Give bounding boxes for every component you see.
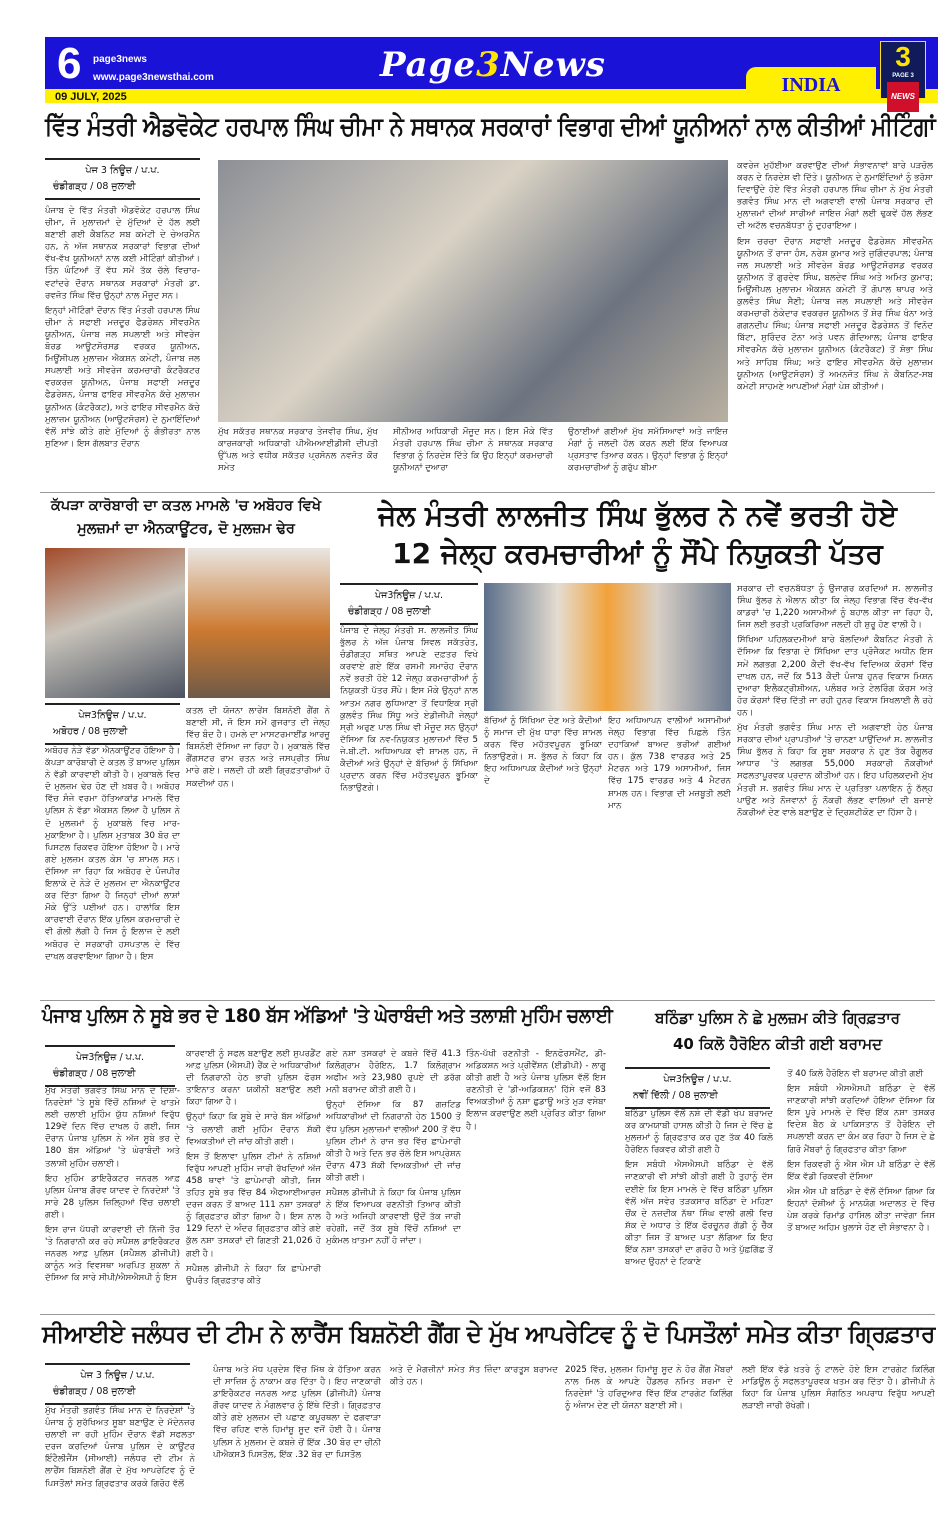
article-column: ਪੰਜਾਬ ਅਤੇ ਮੱਧ ਪ੍ਰਦੇਸ਼ ਵਿੱਚ ਮਿੱਥ ਕੇ ਹੱਤਿਆ ਕਰਨ ਦੀ ਸਾਜ਼ਿਸ਼ ਨੂੰ ਨਾਕਾਮ ਕਰ ਦਿੱਤਾ ਹੈ। ਇਹ ਜਾਣਕਾਰੀ ਡਾਇਰੈਕਟਰ ਜਨਰਲ ਆਫ਼ ਪੁਲਿਸ (ਡੀਜੀਪੀ) ਪੰਜਾਬ ਗੌਰਵ ਯਾਦਵ ਨੇ ਮੰਗਲਵਾਰ ਨੂੰ ਇੱਥੇ ਦਿੱਤੀ। ਗ੍ਰਿਫ਼ਤਾਰ ਕੀਤੇ ਗਏ ਮੁਲਜ਼ਮ ਦੀ ਪਛਾਣ ਕਪੂਰਥਲਾ ਦੇ ਫਗਵਾੜਾ ਵਿੱਚ ਰਹਿਣ ਵਾਲੇ ਹਿਮਾਂਸ਼ੂ ਸੂਦ ਵਜੋਂ ਹੋਈ ਹੈ। ਪੰਜਾਬ ਪੁਲਿਸ ਨੇ ਮੁਲਜ਼ਮ ਦੇ ਕਬਜ਼ੇ ਚੋਂ ਇੱਕ .30 ਬੋਰ ਦਾ ਚੀਨੀ ਪੀਐਕਸ3 ਪਿਸਤੌਲ, ਇੱਕ .32 ਬੋਰ ਦਾ ਪਿਸਤੌਲ [213, 1365, 381, 1460]
cctv-photo [45, 548, 185, 698]
byline: ਪੇਜ 3 ਨਿਊਜ਼ / ਪ.ਪ. ਚੰਡੀਗੜ੍ਹ / 08 ਜੁਲਾਈ [45, 158, 200, 200]
article-column: ਪੰਜਾਬ ਦੇ ਜੇਲ੍ਹ ਮੰਤਰੀ ਸ. ਲਾਲਜੀਤ ਸਿੰਘ ਭੁੱਲਰ ਨੇ ਅੱਜ ਪੰਜਾਬ ਸਿਵਲ ਸਕੱਤਰੇਤ, ਚੰਡੀਗੜ੍ਹ ਸਥਿਤ ਆਪਣੇ ਦਫ਼ਤਰ ਵਿਖੇ ਕਰਵਾਏ ਗਏ ਇੱਕ ਰਸਮੀ ਸਮਾਰੋਹ ਦੌਰਾਨ ਨਵੇਂ ਭਰਤੀ ਹੋਏ 12 ਜੇਲ੍ਹ ਕਰਮਚਾਰੀਆਂ ਨੂੰ ਨਿਯੁਕਤੀ ਪੱਤਰ ਸੌਂਪੇ। ਇਸ ਮੌਕੇ ਉਨ੍ਹਾਂ ਨਾਲ ਆਤਮ ਨਗਰ ਲੁਧਿਆਣਾ ਤੋਂ ਵਿਧਾਇਕ ਸ੍ਰੀ ਕੁਲਵੰਤ ਸਿੰਘ ਸਿੱਧੂ ਅਤੇ ਏਡੀਜੀਪੀ ਜੇਲ੍ਹਾਂ ਸ੍ਰੀ ਅਰੁਣ ਪਾਲ ਸਿੰਘ ਵੀ ਮੌਜੂਦ ਸਨ ਉਨ੍ਹਾਂ ਦੱਸਿਆ ਕਿ ਨਵ-ਨਿਯੁਕਤ ਮੁਲਾਜ਼ਮਾਂ ਵਿੱਚ 5 ਜੇ.ਬੀ.ਟੀ. ਅਧਿਆਪਕ ਵੀ ਸ਼ਾਮਲ ਹਨ, ਜੋ ਕੈਦੀਆਂ ਅਤੇ ਉਨ੍ਹਾਂ ਦੇ ਬੱਚਿਆਂ ਨੂੰ ਸਿੱਖਿਆ ਪ੍ਰਦਾਨ ਕਰਨ ਵਿੱਚ ਮਹੱਤਵਪੂਰਨ ਭੂਮਿਕਾ ਨਿਭਾਉਣਗੇ। [340, 626, 478, 794]
article-column: ਮੁੱਖ ਮੰਤਰੀ ਭਗਵੰਤ ਸਿੰਘ ਮਾਨ ਦੇ ਨਿਰਦੇਸ਼ਾਂ 'ਤੇ ਪੰਜਾਬ ਨੂੰ ਸੁਰੱਖਿਅਤ ਸੂਬਾ ਬਣਾਉਣ ਦੇ ਮੱਦੇਨਜ਼ਰ ਚਲਾਈ ਜਾ ਰਹੀ ਮੁਹਿੰਮ ਦੌਰਾਨ ਵੱਡੀ ਸਫਲਤਾ ਦਰਜ ਕਰਦਿਆਂ ਪੰਜਾਬ ਪੁਲਿਸ ਦੇ ਕਾਊਂਟਰ ਇੰਟੈਲੀਜੈਂਸ (ਸੀਆਈ) ਜਲੰਧਰ ਦੀ ਟੀਮ ਨੇ ਲਾਰੈਂਸ ਬਿਸ਼ਨੋਈ ਗੈਂਗ ਦੇ ਮੁੱਖ ਆਪਰੇਟਿਵ ਨੂੰ ਦੋ ਪਿਸਤੌਲਾਂ ਸਮੇਤ ਗ੍ਰਿਫਤਾਰ ਕਰਕੇ ਗਿਰੋਹ ਵੱਲੋਂ [45, 1406, 195, 1489]
masthead [45, 37, 938, 103]
headline-finance-minister: ਵਿੱਤ ਮੰਤਰੀ ਐਡਵੋਕੇਟ ਹਰਪਾਲ ਸਿੰਘ ਚੀਮਾ ਨੇ ਸਥਾਨਕ ਸਰਕਾਰਾਂ ਵਿਭਾਗ ਦੀਆਂ ਯੂਨੀਅਨਾਂ ਨਾਲ ਕੀਤੀਆਂ ਮੀਟਿੰਗਾਂ [45, 112, 936, 142]
article-column: ਉਠਾਈਆਂ ਗਈਆਂ ਮੁੱਖ ਸਮੱਸਿਆਵਾਂ ਅਤੇ ਜਾਇਜ਼ ਮੰਗਾਂ ਨੂੰ ਜਲਦੀ ਹੱਲ ਕਰਨ ਲਈ ਇੱਕ ਵਿਆਪਕ ਪ੍ਰਸਤਾਵ ਤਿਆਰ ਕਰਨ। ਉਨ੍ਹਾਂ ਵਿਭਾਗ ਨੂੰ ਇਨ੍ਹਾਂ ਕਰਮਚਾਰੀਆਂ ਨੂੰ ਗਰੁੱਪ ਬੀਮਾ [568, 427, 728, 474]
article-column: ਤੋਂ 40 ਕਿਲੋ ਹੈਰੋਇਨ ਵੀ ਬਰਾਮਦ ਕੀਤੀ ਗਈ ਇਸ ਸਬੰਧੀ ਐਸਐਸਪੀ ਬਠਿੰਡਾ ਦੇ ਵੱਲੋਂ ਜਾਣਕਾਰੀ ਸਾਂਝੀ ਕਰਦਿਆਂ ਹੋਇਆ ਦੱਸਿਆ ਕਿ ਇਸ ਪੂਰੇ ਮਾਮਲੇ ਦੇ ਵਿੱਚ ਇੱਕ ਨਸ਼ਾ ਤਸਕਰ ਵਿਦੇਸ਼ ਬੈਠ ਕੇ ਪਾਕਿਸਤਾਨ ਤੋਂ ਹੈਰੋਇਨ ਦੀ ਸਪਲਾਈ ਕਰਨ ਦਾ ਕੰਮ ਕਰ ਰਿਹਾ ਹੈ ਜਿਸ ਦੇ ਛੇ ਗਿਰੋ ਮੈਂਬਰਾਂ ਨੂੰ ਗ੍ਰਿਫਤਾਰ ਕੀਤਾ ਗਿਆ ਇਸ ਰਿਕਵਰੀ ਨੂੰ ਐਸ ਐਸ ਪੀ ਬਠਿੰਡਾ ਦੇ ਵੱਲੋਂ ਇੱਕ ਵੱਡੀ ਰਿਕਵਰੀ ਦੱਸਿਆ ਐਸ ਐਸ ਪੀ ਬਠਿੰਡਾ ਦੇ ਵੱਲੋਂ ਦੱਸਿਆ ਗਿਆ ਕਿ ਇਹਨਾਂ ਦੋਸ਼ੀਆਂ ਨੂੰ ਮਾਨਯੋਗ ਅਦਾਲਤ ਦੇ ਵਿੱਚ ਪੇਸ਼ ਕਰਕੇ ਰਿਮਾਂਡ ਹਾਸਿਲ ਕੀਤਾ ਜਾਵੇਗਾ ਜਿਸ ਤੋਂ ਬਾਅਦ ਅਹਿਮ ਖੁਲਾਸੇ ਹੋਣ ਦੀ ਸੰਭਾਵਨਾ ਹੈ। [787, 1069, 935, 1234]
article-column: 2025 ਵਿੱਚ, ਮੁਲਜ਼ਮ ਹਿਮਾਂਸ਼ੂ ਸੂਦ ਨੇ ਹੋਰ ਗੈਂਗ ਮੈਂਬਰਾਂ ਨਾਲ ਮਿਲ ਕੇ ਆਪਣੇ ਹੈਂਡਲਰ ਨਮਿਤ ਸ਼ਰਮਾ ਦੇ ਨਿਰਦੇਸ਼ਾਂ 'ਤੇ ਹਰਿਦੁਆਰ ਵਿੱਚ ਇੱਕ ਟਾਰਗੇਟ ਕਿਲਿੰਗ ਨੂੰ ਅੰਜਾਮ ਦੇਣ ਦੀ ਯੋਜਨਾ ਬਣਾਈ ਸੀ। [565, 1365, 733, 1412]
social-handle: page3news [93, 54, 147, 65]
article-column: ਕਾਰਵਾਈ ਨੂੰ ਸਫਲ ਬਣਾਉਣ ਲਈ ਸੁਪਰਡੈਂਟ ਆਫ਼ ਪੁਲਿਸ (ਐਸਪੀ) ਰੈਂਕ ਦੇ ਅਧਿਕਾਰੀਆਂ ਦੀ ਨਿਗਰਾਨੀ ਹੇਠ ਭਾਰੀ ਪੁਲਿਸ ਫੋਰਸ ਤਾਇਨਾਤ ਕਰਨਾ ਯਕੀਨੀ ਬਣਾਉਣ ਲਈ ਕਿਹਾ ਗਿਆ ਹੈ। ਉਨ੍ਹਾਂ ਕਿਹਾ ਕਿ ਸੂਬੇ ਦੇ ਸਾਰੇ ਬੱਸ ਅੱਡਿਆਂ 'ਤੇ ਚਲਾਈ ਗਈ ਮੁਹਿੰਮ ਦੌਰਾਨ ਸ਼ੱਕੀ ਵਿਅਕਤੀਆਂ ਦੀ ਜਾਂਚ ਕੀਤੀ ਗਈ। ਇਸ ਤੋਂ ਇਲਾਵਾ ਪੁਲਿਸ ਟੀਮਾਂ ਨੇ ਨਸ਼ਿਆਂ ਵਿਰੁੱਧ ਆਪਣੀ ਮੁਹਿੰਮ ਜਾਰੀ ਰੱਖਦਿਆਂ ਅੱਜ 458 ਥਾਵਾਂ 'ਤੇ ਛਾਪੇਮਾਰੀ ਕੀਤੀ, ਜਿਸ ਤਹਿਤ ਸੂਬੇ ਭਰ ਵਿੱਚ 84 ਐਫਆਈਆਰਜ਼ ਦਰਜ ਕਰਨ ਤੋਂ ਬਾਅਦ 111 ਨਸ਼ਾ ਤਸਕਰਾਂ ਨੂੰ ਗ੍ਰਿਫ਼ਤਾਰ ਕੀਤਾ ਗਿਆ ਹੈ। ਇਸ ਨਾਲ 129 ਦਿਨਾਂ ਦੇ ਅੰਦਰ ਗ੍ਰਿਫ਼ਤਾਰ ਕੀਤੇ ਗਏ ਕੁੱਲ ਨਸ਼ਾ ਤਸਕਰਾਂ ਦੀ ਗਿਣਤੀ 21,026 ਹੋ ਗਈ ਹੈ। ਸਪੈਸ਼ਲ ਡੀਜੀਪੀ ਨੇ ਕਿਹਾ ਕਿ ਛਾਪੇਮਾਰੀ ਉਪਰੰਤ ਗ੍ਰਿਫ਼ਤਾਰ ਕੀਤੇ [186, 1049, 321, 1286]
byline: ਪੇਜ3ਨਿਊਜ਼ / ਪ.ਪ. ਚੰਡੀਗੜ੍ਹ / 08 ਜੁਲਾਈ [340, 583, 478, 625]
article-column: ਪੰਜਾਬ ਦੇ ਵਿੱਤ ਮੰਤਰੀ ਐਡਵੋਕੇਟ ਹਰਪਾਲ ਸਿੰਘ ਚੀਮਾ, ਜੋ ਮੁਲਾਜ਼ਮਾਂ ਦੇ ਮੁੱਦਿਆਂ ਦੇ ਹੱਲ ਲਈ ਬਣਾਈ ਗਈ ਕੈਬਨਿਟ ਸਬ ਕਮੇਟੀ ਦੇ ਚੇਅਰਮੈਨ ਹਨ, ਨੇ ਅੱਜ ਸਥਾਨਕ ਸਰਕਾਰਾਂ ਵਿਭਾਗ ਦੀਆਂ ਵੱਖ-ਵੱਖ ਯੂਨੀਅਨਾਂ ਨਾਲ ਕਈ ਮੀਟਿੰਗਾਂ ਕੀਤੀਆਂ। ਤਿੰਨ ਘੰਟਿਆਂ ਤੋਂ ਵੱਧ ਸਮੇਂ ਤੱਕ ਚੱਲੇ ਵਿਚਾਰ-ਵਟਾਂਦਰੇ ਦੌਰਾਨ ਸਥਾਨਕ ਸਰਕਾਰਾਂ ਮੰਤਰੀ ਡਾ. ਰਵਜੋਤ ਸਿੰਘ ਵਿੱਚ ਉਨ੍ਹਾਂ ਨਾਲ ਮੌਜੂਦ ਸਨ। ਇਨ੍ਹਾਂ ਮੀਟਿੰਗਾਂ ਦੌਰਾਨ ਵਿੱਤ ਮੰਤਰੀ ਹਰਪਾਲ ਸਿੰਘ ਚੀਮਾ ਨੇ ਸਫਾਈ ਮਜ਼ਦੂਰ ਫੈਡਰੇਸ਼ਨ ਸੀਵਰਮੈਨ ਯੂਨੀਅਨ, ਪੰਜਾਬ ਜਲ ਸਪਲਾਈ ਅਤੇ ਸੀਵਰੇਜ ਬੋਰਡ ਆਊਟਸੋਰਸਡ ਵਰਕਰ ਯੂਨੀਅਨ, ਮਿਊਂਸੀਪਲ ਮੁਲਾਜ਼ਮ ਐਕਸ਼ਨ ਕਮੇਟੀ, ਪੰਜਾਬ ਜਲ ਸਪਲਾਈ ਅਤੇ ਸੀਵਰੇਜ ਕਰਮਚਾਰੀ ਕੰਟਰੈਕਟਰ ਵਰਕਰਜ਼ ਯੂਨੀਅਨ, ਪੰਜਾਬ ਸਫਾਈ ਮਜ਼ਦੂਰ ਫੈਡਰੇਸ਼ਨ, ਪੰਜਾਬ ਫਾਇਰ ਸੀਵਰਮੈਨ ਕੱਚੇ ਮੁਲਾਜ਼ਮ ਯੂਨੀਅਨ (ਕੰਟਰੈਕਟ), ਅਤੇ ਫਾਇਰ ਸੀਵਰਮੈਨ ਕੱਚੇ ਮੁਲਾਜ਼ਮ ਯੂਨੀਅਨ (ਆਊਟਸੋਰਸ) ਦੇ ਨੁਮਾਇੰਦਿਆਂ ਵੱਲੋਂ ਸਾਂਝੇ ਕੀਤੇ ਗਏ ਮੁੱਦਿਆਂ ਨੂੰ ਗੰਭੀਰਤਾ ਨਾਲ ਸੁਣਿਆ। ਇਸ ਗੱਲਬਾਤ ਦੌਰਾਨ [45, 206, 200, 449]
byline: ਪੇਜ 3 ਨਿਊਜ਼ / ਪ.ਪ. ਚੰਡੀਗੜ੍ਹ / 08 ਜੁਲਾਈ [45, 1363, 190, 1405]
accused-photo [188, 548, 330, 698]
photo-caption: ਮੁੱਖ ਸਕੱਤਰ ਸਥਾਨਕ ਸਰਕਾਰ ਤੇਜਵੀਰ ਸਿੰਘ, ਮੁੱਖ ਕਾਰਜਕਾਰੀ ਅਧਿਕਾਰੀ ਪੀਐਮਆਈਡੀਸੀ ਦੀਪਤੀ ਉੱਪਲ ਅਤੇ ਵਧੀਕ ਸਕੱਤਰ ਪ੍ਰਸੋਨਲ ਨਵਜੋਤ ਕੌਰ ਸਮੇਤ [218, 427, 378, 474]
divider [40, 1314, 935, 1315]
article-column: ਗਏ ਨਸ਼ਾ ਤਸਕਰਾਂ ਦੇ ਕਬਜ਼ੇ ਵਿੱਚੋਂ 41.3 ਕਿਲੋਗ੍ਰਾਮ ਹੈਰੋਇਨ, 1.7 ਕਿਲੋਗ੍ਰਾਮ ਅਫੀਮ ਅਤੇ 23,980 ਰੁਪਏ ਦੀ ਡਰੱਗ ਮਨੀ ਬਰਾਮਦ ਕੀਤੀ ਗਈ ਹੈ। ਉਨ੍ਹਾਂ ਦੱਸਿਆ ਕਿ 87 ਗਜ਼ਟਿਡ ਅਧਿਕਾਰੀਆਂ ਦੀ ਨਿਗਰਾਨੀ ਹੇਠ 1500 ਤੋਂ ਵੱਧ ਪੁਲਿਸ ਮੁਲਾਜ਼ਮਾਂ ਵਾਲੀਆਂ 200 ਤੋਂ ਵੱਧ ਪੁਲਿਸ ਟੀਮਾਂ ਨੇ ਰਾਜ ਭਰ ਵਿੱਚ ਛਾਪੇਮਾਰੀ ਕੀਤੀ ਹੈ ਅਤੇ ਦਿਨ ਭਰ ਚੱਲੇ ਇਸ ਆਪ੍ਰੇਸ਼ਨ ਦੌਰਾਨ 473 ਸ਼ੱਕੀ ਵਿਅਕਤੀਆਂ ਦੀ ਜਾਂਚ ਕੀਤੀ ਗਈ। ਸਪੈਸ਼ਲ ਡੀਜੀਪੀ ਨੇ ਕਿਹਾ ਕਿ ਪੰਜਾਬ ਪੁਲਿਸ ਨੇ ਇੱਕ ਵਿਆਪਕ ਰਣਨੀਤੀ ਤਿਆਰ ਕੀਤੀ ਹੈ ਅਤੇ ਅਜਿਹੀ ਕਾਰਵਾਈ ਉਦੋਂ ਤੱਕ ਜਾਰੀ ਰਹੇਗੀ, ਜਦੋਂ ਤੱਕ ਸੂਬੇ ਵਿੱਚੋਂ ਨਸ਼ਿਆਂ ਦਾ ਮੁਕੰਮਲ ਖ਼ਾਤਮਾ ਨਹੀਂ ਹੋ ਜਾਂਦਾ। [326, 1049, 461, 1247]
newspaper-logo: Page3News [380, 45, 606, 85]
headline-bathinda-heroin: ਬਠਿੰਡਾ ਪੁਲਿਸ ਨੇ ਛੇ ਮੁਲਜ਼ਮ ਕੀਤੇ ਗ੍ਰਿਫ਼ਤਾਰ 40 ਕਿਲੋ ਹੈਰੋਇਨ ਕੀਤੀ ਗਈ ਬਰਾਮਦ [655, 1009, 900, 1053]
article-column: ਬੱਚਿਆਂ ਨੂੰ ਸਿੱਖਿਆ ਦੇਣ ਅਤੇ ਕੈਦੀਆਂ ਨੂੰ ਸਮਾਜ ਦੀ ਮੁੱਖ ਧਾਰਾ ਵਿੱਚ ਸ਼ਾਮਲ ਕਰਨ ਵਿੱਚ ਮਹੱਤਵਪੂਰਨ ਭੂਮਿਕਾ ਨਿਭਾਉਣਗੇ। ਸ. ਭੁੱਲਰ ਨੇ ਕਿਹਾ ਕਿ ਇਹ ਅਧਿਆਪਕ ਕੈਦੀਆਂ ਅਤੇ ਉਨ੍ਹਾਂ ਦੇ [484, 716, 602, 787]
page3-badge-logo: 3 PAGE 3 NEWS [880, 41, 926, 99]
headline-jail-minister: ਜੇਲ ਮੰਤਰੀ ਲਾਲਜੀਤ ਸਿੰਘ ਭੁੱਲਰ ਨੇ ਨਵੇਂ ਭਰਤੀ ਹੋਏ 12 ਜੇਲ੍ਹ ਕਰਮਚਾਰੀਆਂ ਨੂੰ ਸੌਂਪੇ ਨਿਯੁਕਤੀ ਪੱਤਰ [378, 499, 897, 570]
page-number: 6 [57, 39, 82, 88]
meeting-photo [218, 160, 728, 422]
headline-abohar-encounter: ਕੱਪੜਾ ਕਾਰੋਬਾਰੀ ਦਾ ਕਤਲ ਮਾਮਲੇ 'ਚ ਅਬੋਹਰ ਵਿਖੇ ਮੁਲਜ਼ਮਾਂ ਦਾ ਐਨਕਾਊਂਟਰ, ਦੋ ਮੁਲਜ਼ਮ ਢੇਰ [50, 498, 322, 537]
headline-cia-jalandhar: ਸੀਆਈਏ ਜਲੰਧਰ ਦੀ ਟੀਮ ਨੇ ਲਾਰੈਂਸ ਬਿਸ਼ਨੋਈ ਗੈਂਗ ਦੇ ਮੁੱਖ ਆਪਰੇਟਿਵ ਨੂੰ ਦੋ ਪਿਸਤੌਲਾਂ ਸਮੇਤ ਕੀਤਾ ਗ੍ਰਿਫ਼ਤਾਰ [42, 1320, 935, 1348]
article-column: ਅਬੋਹਰ ਨੇੜੇ ਵੱਡਾ ਐਨਕਾਊਂਟਰ ਹੋਇਆ ਹੈ। ਕੱਪੜਾ ਕਾਰੋਬਾਰੀ ਦੇ ਕਤਲ ਤੋਂ ਬਾਅਦ ਪੁਲਿਸ ਨੇ ਵੱਡੀ ਕਾਰਵਾਈ ਕੀਤੀ ਹੈ। ਮੁਕਾਬਲੇ ਵਿਚ ਦੋ ਮੁਲਜ਼ਮ ਢੇਰ ਹੋਣ ਦੀ ਖ਼ਬਰ ਹੈ। ਅਬੋਹਰ ਵਿੱਚ ਸੰਜੇ ਵਰਮਾ ਹੱਤਿਆਕਾਂਡ ਮਾਮਲੇ ਵਿੱਚ ਪੁਲਿਸ ਨੇ ਵੱਡਾ ਐਕਸ਼ਨ ਲਿਆ ਹੈ ਪੁਲਿਸ ਨੇ ਦੋ ਮੁਲਜ਼ਮਾਂ ਨੂੰ ਮੁਕਾਬਲੇ ਵਿਚ ਮਾਰ-ਮੁਕਾਇਆ ਹੈ। ਪੁਲਿਸ ਮੁਤਾਬਕ 30 ਬੋਰ ਦਾ ਪਿਸਟਲ ਰਿਕਵਰ ਹੋਇਆ ਹੋਇਆ ਹੈ। ਮਾਰੇ ਗਏ ਮੁਲਜ਼ਮ ਕਤਲ ਕੇਸ 'ਚ ਸ਼ਾਮਲ ਸਨ। ਦੱਸਿਆ ਜਾ ਰਿਹਾ ਕਿ ਅਬੋਹਰ ਦੇ ਪੰਜਪੀਰ ਇਲਾਕੇ ਦੇ ਨੇੜੇ ਦੋ ਮੁਲਜ਼ਮ ਦਾ ਐਨਕਾਊਂਟਰ ਕਰ ਦਿੱਤਾ ਗਿਆ ਹੈ ਜਿਨ੍ਹਾਂ ਦੀਆਂ ਲਾਸ਼ਾਂ ਮੌਕੇ ਉੱਤੇ ਪਈਆਂ ਹਨ। ਹਾਲਾਂਕਿ ਇਸ ਕਾਰਵਾਈ ਦੌਰਾਨ ਇੱਕ ਪੁਲਿਸ ਕਰਮਚਾਰੀ ਦੇ ਵੀ ਗੋਲੀ ਲੱਗੀ ਹੈ ਜਿਸ ਨੂੰ ਇਲਾਜ ਦੇ ਲਈ ਅਬੋਹਰ ਦੇ ਸਰਕਾਰੀ ਹਸਪਤਾਲ ਦੇ ਵਿੱਚ ਦਾਖਲ ਕਰਵਾਇਆ ਗਿਆ ਹੈ। ਇਸ [45, 746, 180, 962]
article-column: ਬਠਿੰਡਾ ਪੁਲਿਸ ਵੱਲੋਂ ਨਸ਼ੇ ਦੀ ਵੱਡੀ ਖੇਪ ਬਰਾਮਦ ਕਰ ਕਾਮਯਾਬੀ ਹਾਸਲ ਕੀਤੀ ਹੈ ਜਿਸ ਦੇ ਵਿੱਚ ਛੇ ਮੁਲਜ਼ਮਾਂ ਨੂੰ ਗ੍ਰਿਫਤਾਰ ਕਰ ਹੁਣ ਤੱਕ 40 ਕਿਲੋ ਹੈਰੋਇਨ ਰਿਕਵਰ ਕੀਤੀ ਗਈ ਹੈ ਇਸ ਸਬੰਧੀ ਐਸਐਸਪੀ ਬਠਿੰਡਾ ਦੇ ਵੱਲੋਂ ਜਾਣਕਾਰੀ ਵੀ ਸਾਂਝੀ ਕੀਤੀ ਗਈ ਹੈ ਤੁਹਾਨੂੰ ਦੱਸ ਦਈਏ ਕਿ ਇਸ ਮਾਮਲੇ ਦੇ ਵਿੱਚ ਬਠਿੰਡਾ ਪੁਲਿਸ ਵੱਲੋਂ ਅੱਜ ਸਵੇਰ ਤੜਕਸਾਰ ਬਠਿੰਡਾ ਦੇ ਮਹਿਣਾ ਚੌਂਕ ਦੇ ਨਜ਼ਦੀਕ ਨੱਥਾ ਸਿੰਘ ਵਾਲੀ ਗਲੀ ਵਿਚ ਸ਼ੱਕ ਦੇ ਅਧਾਰ ਤੇ ਇੱਕ ਫੋਰਚੂਨਰ ਗੱਡੀ ਨੂੰ ਚੈੱਕ ਕੀਤਾ ਜਿਸ ਤੋਂ ਬਾਅਦ ਪਤਾ ਲੱਗਿਆ ਕਿ ਇਹ ਇੱਕ ਨਸ਼ਾ ਤਸਕਰਾਂ ਦਾ ਗਰੋਹ ਹੈ ਅਤੇ ਪੁੱਛਗਿੱਛ ਤੋਂ ਬਾਅਦ ਉਹਨਾਂ ਦੇ ਟਿਕਾਣੇ [625, 1109, 773, 1268]
appointment-photo [484, 583, 731, 711]
article-column: ਕਵਰੇਜ ਮੁਹੱਈਆ ਕਰਵਾਉਣ ਦੀਆਂ ਸੰਭਾਵਨਾਵਾਂ ਬਾਰੇ ਪੜਚੋਲ ਕਰਨ ਦੇ ਨਿਰਦੇਸ਼ ਵੀ ਦਿੱਤੇ। ਯੂਨੀਅਨ ਦੇ ਨੁਮਾਇੰਦਿਆਂ ਨੂੰ ਭਰੋਸਾ ਦਿਵਾਉਂਦੇ ਹੋਏ ਵਿੱਤ ਮੰਤਰੀ ਹਰਪਾਲ ਸਿੰਘ ਚੀਮਾ ਨੇ ਮੁੱਖ ਮੰਤਰੀ ਭਗਵੰਤ ਸਿੰਘ ਮਾਨ ਦੀ ਅਗਵਾਈ ਵਾਲੀ ਪੰਜਾਬ ਸਰਕਾਰ ਦੀ ਮੁਲਾਜ਼ਮਾਂ ਦੀਆਂ ਸਾਰੀਆਂ ਜਾਇਜ਼ ਮੰਗਾਂ ਲਈ ਢੁਕਵੇਂ ਹੱਲ ਲੱਭਣ ਦੀ ਅਟੱਲ ਵਚਨਬੱਧਤਾ ਨੂੰ ਦੁਹਰਾਇਆ। ਇਸ ਚਰਚਾ ਦੌਰਾਨ ਸਫਾਈ ਮਜ਼ਦੂਰ ਫੈਡਰੇਸ਼ਨ ਸੀਵਰਮੈਨ ਯੂਨੀਅਨ ਤੋਂ ਰਾਜਾ ਹੰਸ, ਨਰੇਸ਼ ਕੁਮਾਰ ਅਤੇ ਜੁਗਿੰਦਰਪਾਲ; ਪੰਜਾਬ ਜਲ ਸਪਲਾਈ ਅਤੇ ਸੀਵਰੇਜ ਬੋਰਡ ਆਊਟਸੋਰਸਡ ਵਰਕਰ ਯੂਨੀਅਨ ਤੋਂ ਗੁਰਦੇਵ ਸਿੰਘ, ਬਲਦੇਵ ਸਿੰਘ ਅਤੇ ਅਮਿਤ ਕੁਮਾਰ; ਮਿਊਂਸੀਪਲ ਮੁਲਾਜ਼ਮ ਐਕਸ਼ਨ ਕਮੇਟੀ ਤੋਂ ਗੋਪਾਲ ਥਾਪਰ ਅਤੇ ਕੁਲਵੰਤ ਸਿੰਘ ਸੈਣੀ; ਪੰਜਾਬ ਜਲ ਸਪਲਾਈ ਅਤੇ ਸੀਵਰੇਜ ਕਰਮਚਾਰੀ ਠੇਕੇਦਾਰ ਵਰਕਰਜ਼ ਯੂਨੀਅਨ ਤੋਂ ਸ਼ੇਰ ਸਿੰਘ ਖੰਨਾ ਅਤੇ ਗਗਨਦੀਪ ਸਿੰਘ; ਪੰਜਾਬ ਸਫਾਈ ਮਜ਼ਦੂਰ ਫੈਡਰੇਸ਼ਨ ਤੋਂ ਵਿਨੋਦ ਬਿੱਟਾ, ਸੁਰਿੰਦਰ ਟੋਨਾ ਅਤੇ ਪਵਨ ਗੋਦਿਆਲ; ਪੰਜਾਬ ਫਾਇਰ ਸੀਵਰਮੈਨ ਕੱਚੇ ਮੁਲਾਜ਼ਮ ਯੂਨੀਅਨ (ਕੰਟਰੈਕਟ) ਤੋਂ ਸ਼ੋਭਾ ਸਿੰਘ ਅਤੇ ਸਾਹਿਬ ਸਿੰਘ; ਅਤੇ ਫਾਇਰ ਸੀਵਰਮੈਨ ਕੱਚੇ ਮੁਲਾਜ਼ਮ ਯੂਨੀਅਨ (ਆਊਟਸੋਰਸ) ਤੋਂ ਅਮਨਜੋਤ ਸਿੰਘ ਨੇ ਕੈਬਨਿਟ-ਸਬ ਕਮੇਟੀ ਸਾਹਮਣੇ ਆਪਣੀਆਂ ਮੰਗਾਂ ਪੇਸ਼ ਕੀਤੀਆਂ। [737, 161, 933, 392]
headline-bus-stand-search: ਪੰਜਾਬ ਪੁਲਿਸ ਨੇ ਸੂਬੇ ਭਰ ਦੇ 180 ਬੱਸ ਅੱਡਿਆਂ 'ਤੇ ਘੇਰਾਬੰਦੀ ਅਤੇ ਤਲਾਸ਼ੀ ਮੁਹਿੰਮ ਚਲਾਈ [42, 1005, 613, 1027]
article-column: ਅਤੇ ਦੋ ਮੈਗਜ਼ੀਨਾਂ ਸਮੇਤ ਸੱਤ ਜ਼ਿੰਦਾ ਕਾਰਤੂਸ ਬਰਾਮਦ ਕੀਤੇ ਹਨ। [390, 1365, 558, 1388]
article-column: ਇਹ ਅਧਿਆਪਨ ਵਾਲੀਆਂ ਅਸਾਮੀਆਂ ਜੇਲ੍ਹ ਵਿਭਾਗ ਵਿੱਚ ਪਿਛਲੇ ਤਿੰਨ ਦਹਾਕਿਆਂ ਬਾਅਦ ਭਰੀਆਂ ਗਈਆਂ ਹਨ। ਕੁੱਲ 738 ਵਾਰਡਰ ਅਤੇ 25 ਮੈਟਰਨ ਅਤੇ 179 ਅਸਾਮੀਆਂ, ਜਿਸ ਵਿੱਚ 175 ਵਾਰਡਰ ਅਤੇ 4 ਮੈਟਰਨ ਸ਼ਾਮਲ ਹਨ। ਵਿਭਾਗ ਦੀ ਮਜ਼ਬੂਤੀ ਲਈ ਮਾਨ [608, 716, 731, 811]
article-column: ਮੁੱਖ ਮੰਤਰੀ ਭਗਵੰਤ ਸਿੰਘ ਮਾਨ ਦੇ ਦਿਸ਼ਾ-ਨਿਰਦੇਸ਼ਾਂ 'ਤੇ ਸੂਬੇ ਵਿੱਚੋਂ ਨਸ਼ਿਆਂ ਦੇ ਖਾਤਮੇ ਲਈ ਚਲਾਈ ਮੁਹਿੰਮ ਯੁੱਧ ਨਸ਼ਿਆਂ ਵਿਰੁੱਧ 129ਵੇਂ ਦਿਨ ਵਿੱਚ ਦਾਖਲ ਹੋ ਗਈ, ਜਿਸ ਦੌਰਾਨ ਪੰਜਾਬ ਪੁਲਿਸ ਨੇ ਅੱਜ ਸੂਬੇ ਭਰ ਦੇ 180 ਬੱਸ ਅੱਡਿਆਂ 'ਤੇ ਘੇਰਾਬੰਦੀ ਅਤੇ ਤਲਾਸ਼ੀ ਮੁਹਿੰਮ ਚਲਾਈ। ਇਹ ਮੁਹਿੰਮ ਡਾਇਰੈਕਟਰ ਜਨਰਲ ਆਫ਼ ਪੁਲਿਸ ਪੰਜਾਬ ਗੌਰਵ ਯਾਦਵ ਦੇ ਨਿਰਦੇਸ਼ਾਂ 'ਤੇ ਸਾਰੇ 28 ਪੁਲਿਸ ਜ਼ਿਲ੍ਹਿਆਂ ਵਿੱਚ ਚਲਾਈ ਗਈ। ਇਸ ਰਾਜ ਪੱਧਰੀ ਕਾਰਵਾਈ ਦੀ ਨਿੱਜੀ ਤੌਰ 'ਤੇ ਨਿਗਰਾਨੀ ਕਰ ਰਹੇ ਸਪੈਸ਼ਲ ਡਾਇਰੈਕਟਰ ਜਨਰਲ ਆਫ਼ ਪੁਲਿਸ (ਸਪੈਸ਼ਲ ਡੀਜੀਪੀ) ਕਾਨੂੰਨ ਅਤੇ ਵਿਵਸਥਾ ਅਰਪਿਤ ਸ਼ੁਕਲਾ ਨੇ ਦੱਸਿਆ ਕਿ ਸਾਰੇ ਸੀਪੀ/ਐਸਐਸਪੀ ਨੂੰ ਇਸ [45, 1086, 180, 1284]
article-column: ਤਿੰਨ-ਪੱਖੀ ਰਣਨੀਤੀ - ਇਨਫੋਰਸਮੈਂਟ, ਡੀ-ਅਡਿਕਸ਼ਨ ਅਤੇ ਪ੍ਰੀਵੈਂਸ਼ਨ (ਈਡੀਪੀ) - ਲਾਗੂ ਕੀਤੀ ਗਈ ਹੈ ਅਤੇ ਪੰਜਾਬ ਪੁਲਿਸ ਵੱਲੋਂ ਇਸ ਰਣਨੀਤੀ ਦੇ 'ਡੀ-ਅਡਿਕਸ਼ਨ' ਹਿੱਸੇ ਵਜੋਂ 83 ਵਿਅਕਤੀਆਂ ਨੂੰ ਨਸ਼ਾ ਛੁਡਾਊ ਅਤੇ ਮੁੜ ਵਸੇਬਾ ਇਲਾਜ ਕਰਵਾਉਣ ਲਈ ਪ੍ਰੇਰਿਤ ਕੀਤਾ ਗਿਆ ਹੈ। [466, 1049, 606, 1132]
divider [40, 1000, 935, 1001]
divider [40, 492, 935, 493]
article-column: ਕਤਲ ਦੀ ਯੋਜਨਾ ਲਾਰੇਂਸ ਬਿਸ਼ਨੋਈ ਗੈਂਗ ਨੇ ਬਣਾਈ ਸੀ, ਜੋ ਇਸ ਸਮੇਂ ਗੁਜਰਾਤ ਦੀ ਜੇਲ੍ਹ ਵਿੱਚ ਬੰਦ ਹੈ। ਹਮਲੇ ਦਾ ਮਾਸਟਰਮਾਈਂਡ ਆਰਜ਼ੂ ਬਿਸ਼ਨੋਈ ਦੱਸਿਆ ਜਾ ਰਿਹਾ ਹੈ। ਮੁਕਾਬਲੇ ਵਿੱਚ ਗੈਂਗਸਟਰ ਰਾਮ ਰਤਨ ਅਤੇ ਜਸਪ੍ਰੀਤ ਸਿੰਘ ਮਾਰੇ ਗਏ। ਜਲਦੀ ਹੀ ਕਈ ਗ੍ਰਿਫ਼ਤਾਰੀਆਂ ਹੋ ਸਕਦੀਆਂ ਹਨ। [186, 706, 330, 789]
website-link[interactable]: www.page3newsthai.com [93, 72, 214, 83]
byline: ਪੇਜ3ਨਿਊਜ਼ / ਪ.ਪ. ਨਵੀਂ ਦਿੱਲੀ / 08 ਜੁਲਾਈ [625, 1067, 770, 1109]
edition-label: INDIA [746, 67, 876, 103]
article-column: ਲਈ ਇੱਕ ਵੱਡੇ ਖ਼ਤਰੇ ਨੂੰ ਟਾਲਦੇ ਹੋਏ ਇਸ ਟਾਰਗੇਟ ਕਿਲਿੰਗ ਮਾਡਿਊਲ ਨੂੰ ਸਫਲਤਾਪੂਰਵਕ ਖਤਮ ਕਰ ਦਿੱਤਾ ਹੈ। ਡੀਜੀਪੀ ਨੇ ਕਿਹਾ ਕਿ ਪੰਜਾਬ ਪੁਲਿਸ ਸੰਗਠਿਤ ਅਪਰਾਧ ਵਿਰੁੱਧ ਆਪਣੀ ਲੜਾਈ ਜਾਰੀ ਰੱਖੇਗੀ। [742, 1365, 935, 1412]
article-column: ਸਰਕਾਰ ਦੀ ਵਚਨਬੱਧਤਾ ਨੂੰ ਉਜਾਗਰ ਕਰਦਿਆਂ ਸ. ਲਾਲਜੀਤ ਸਿੰਘ ਭੁੱਲਰ ਨੇ ਐਲਾਨ ਕੀਤਾ ਕਿ ਜੇਲ੍ਹ ਵਿਭਾਗ ਵਿੱਚ ਵੱਖ-ਵੱਖ ਕਾਡਰਾਂ 'ਚ 1,220 ਅਸਾਮੀਆਂ ਨੂੰ ਬਹਾਲ ਕੀਤਾ ਜਾ ਰਿਹਾ ਹੈ, ਜਿਸ ਲਈ ਭਰਤੀ ਪ੍ਰਕਿਰਿਆ ਜਲਦੀ ਹੀ ਸ਼ੁਰੂ ਹੋਣ ਵਾਲੀ ਹੈ। ਸਿੱਖਿਆ ਪਹਿਲਕਦਮੀਆਂ ਬਾਰੇ ਬੋਲਦਿਆਂ ਕੈਬਨਿਟ ਮੰਤਰੀ ਨੇ ਦੱਸਿਆ ਕਿ ਵਿਭਾਗ ਦੇ ਸਿੱਖਿਆ ਦਾਤ ਪ੍ਰੋਜੈਕਟ ਅਧੀਨ ਇਸ ਸਮੇਂ ਲਗਭਗ 2,200 ਕੈਦੀ ਵੱਖ-ਵੱਖ ਵਿਦਿਅਕ ਕੋਰਸਾਂ ਵਿੱਚ ਦਾਖਲ ਹਨ, ਜਦੋਂ ਕਿ 513 ਕੈਦੀ ਪੰਜਾਬ ਹੁਨਰ ਵਿਕਾਸ ਮਿਸ਼ਨ ਦੁਆਰਾ ਇਲੈਕਟ੍ਰੀਸ਼ੀਅਨ, ਪਲੰਬਰ ਅਤੇ ਟੇਲਰਿੰਗ ਕੋਰਸ ਅਤੇ ਹੋਰ ਕੋਰਸਾਂ ਵਿੱਚ ਦਿੱਤੀ ਜਾ ਰਹੀ ਹੁਨਰ ਵਿਕਾਸ ਸਿਖਲਾਈ ਲੈ ਰਹੇ ਹਨ। ਮੁੱਖ ਮੰਤਰੀ ਭਗਵੰਤ ਸਿੰਘ ਮਾਨ ਦੀ ਅਗਵਾਈ ਹੇਠ ਪੰਜਾਬ ਸਰਕਾਰ ਦੀਆਂ ਪ੍ਰਾਪਤੀਆਂ 'ਤੇ ਚਾਨਣਾ ਪਾਉਂਦਿਆਂ ਸ. ਲਾਲਜੀਤ ਸਿੰਘ ਭੁੱਲਰ ਨੇ ਕਿਹਾ ਕਿ ਸੂਬਾ ਸਰਕਾਰ ਨੇ ਹੁਣ ਤੱਕ ਰੈਗੂਲਰ ਆਧਾਰ 'ਤੇ ਲਗਭਗ 55,000 ਸਰਕਾਰੀ ਨੌਕਰੀਆਂ ਸਫਲਤਾਪੂਰਵਕ ਪ੍ਰਦਾਨ ਕੀਤੀਆਂ ਹਨ। ਇਹ ਪਹਿਲਕਦਮੀ ਮੁੱਖ ਮੰਤਰੀ ਸ. ਭਗਵੰਤ ਸਿੰਘ ਮਾਨ ਦੇ ਪ੍ਰਤਿਭਾ ਪਲਾਇਨ ਨੂੰ ਠੱਲ੍ਹ ਪਾਉਣ ਅਤੇ ਨੌਜਵਾਨਾਂ ਨੂੰ ਨੌਕਰੀ ਲੱਭਣ ਵਾਲਿਆਂ ਦੀ ਬਜਾਏ ਨੌਕਰੀਆਂ ਦੇਣ ਵਾਲੇ ਬਣਾਉਣ ਦੇ ਦ੍ਰਿਸ਼ਟੀਕੋਣ ਦਾ ਹਿੱਸਾ ਹੈ। [737, 584, 933, 818]
issue-date: 09 JULY, 2025 [55, 91, 127, 103]
byline: ਪੇਜ3ਨਿਊਜ਼ / ਪ.ਪ. ਅਬੋਹਰ / 08 ਜੁਲਾਈ [45, 703, 180, 745]
article-column: ਸੀਨੀਅਰ ਅਧਿਕਾਰੀ ਮੌਜੂਦ ਸਨ। ਇਸ ਮੌਕੇ ਵਿੱਤ ਮੰਤਰੀ ਹਰਪਾਲ ਸਿੰਘ ਚੀਮਾ ਨੇ ਸਥਾਨਕ ਸਰਕਾਰ ਵਿਭਾਗ ਨੂੰ ਨਿਰਦੇਸ਼ ਦਿੱਤੇ ਕਿ ਉਹ ਇਨ੍ਹਾਂ ਕਰਮਚਾਰੀ ਯੂਨੀਅਨਾਂ ਦੁਆਰਾ [393, 427, 553, 474]
byline: ਪੇਜ3ਨਿਊਜ਼ / ਪ.ਪ. ਚੰਡੀਗੜ੍ਹ / 08 ਜੁਲਾਈ [45, 1045, 175, 1087]
